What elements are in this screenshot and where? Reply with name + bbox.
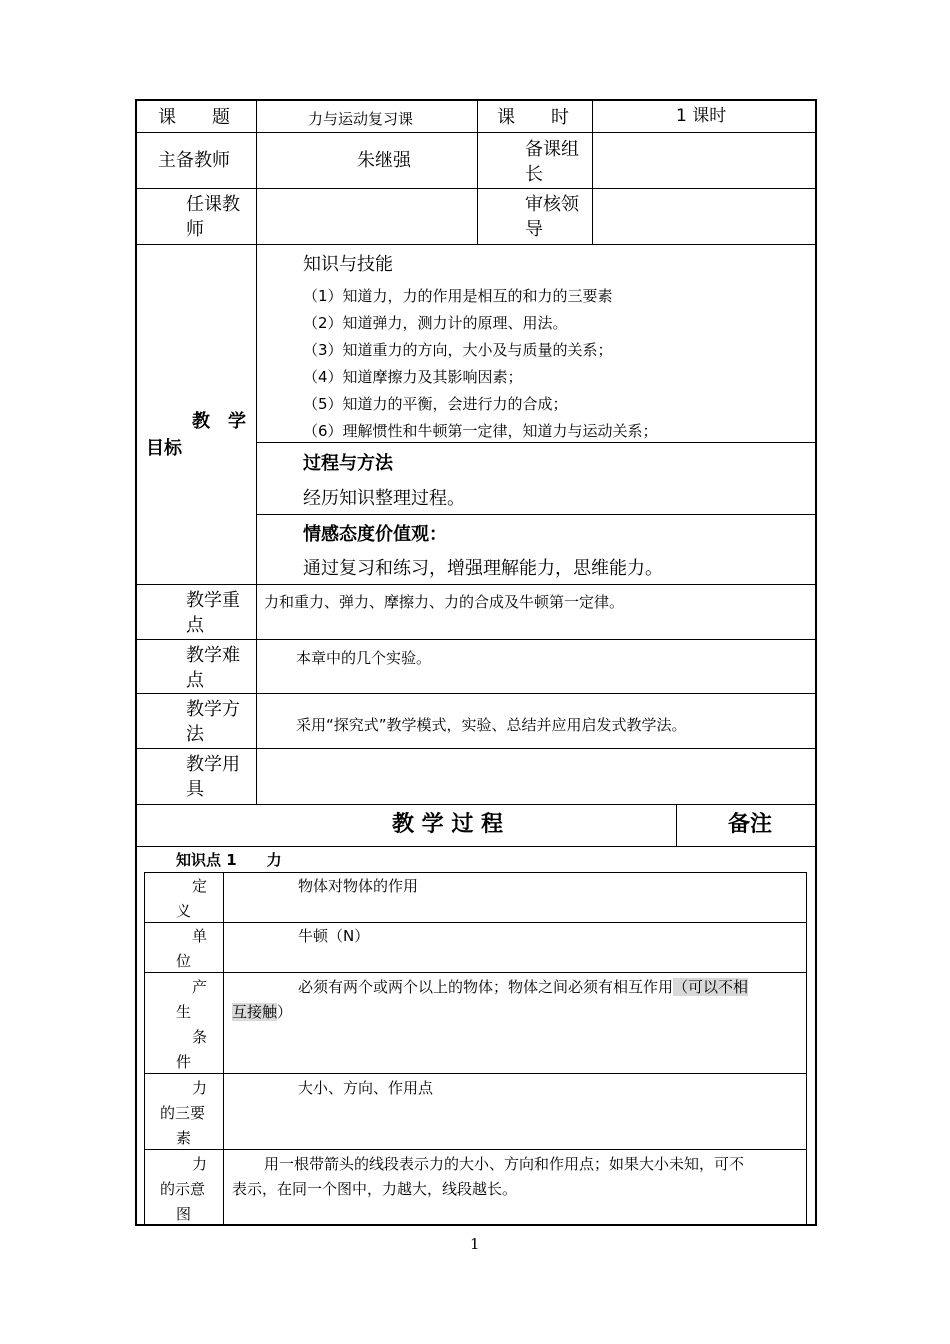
diagram-label: 图: [176, 1205, 192, 1223]
divider: [676, 804, 677, 846]
condition-text: [298, 974, 748, 1001]
page-number: 1: [470, 1235, 480, 1253]
border: [135, 99, 137, 1226]
tools-label: 具: [186, 779, 204, 800]
process-method-text: 经历知识整理过程。: [303, 488, 465, 509]
teacher-label: 师: [186, 219, 204, 240]
border: [144, 872, 145, 1224]
knowledge-item: （1）知道力，力的作用是相互的和力的三要素: [303, 287, 613, 305]
period-value: 1 课时: [676, 106, 727, 126]
key-point-text: 力和重力、弹力、摩擦力、力的合成及牛顿第一定律。: [264, 593, 625, 611]
reviewer-label: 导: [525, 219, 543, 240]
divider: [256, 514, 817, 515]
knowledge-item: （4）知道摩擦力及其影响因素；: [303, 368, 523, 386]
diagram-label: 力: [192, 1155, 208, 1173]
divider: [135, 244, 817, 245]
divider: [135, 748, 817, 749]
definition-text: 物体对物体的作用: [298, 877, 419, 895]
condition-label: 产: [192, 978, 208, 996]
divider: [135, 693, 817, 694]
group-leader-label: 备课组: [525, 139, 579, 160]
knowledge-point-heading: 知识点 1 力: [176, 851, 282, 869]
unit-label: 单: [192, 927, 208, 945]
divider: [135, 639, 817, 640]
topic-value: 力与运动复习课: [308, 110, 414, 128]
knowledge-item: （5）知道力的平衡，会进行力的合成；: [303, 395, 568, 413]
condition-text-end: ）: [277, 1003, 293, 1021]
condition-text: [232, 999, 292, 1026]
divider: [256, 99, 257, 804]
objectives-label: 教 学: [192, 411, 246, 432]
difficulty-label: 点: [186, 670, 204, 691]
divider: [135, 188, 817, 189]
key-point-label: 教学重: [186, 590, 240, 611]
knowledge-title: 知识与技能: [303, 254, 393, 275]
method-label: 教学方: [186, 699, 240, 720]
diagram-text: 表示，在同一个图中，力越大，线段越长。: [232, 1180, 518, 1198]
divider: [477, 99, 478, 244]
remarks-title: 备注: [728, 812, 773, 837]
method-label: 法: [186, 724, 204, 745]
attitude-title: 情感态度价值观：: [303, 524, 447, 545]
condition-text-main: 必须有两个或两个以上的物体；物体之间必须有相互作用: [298, 978, 674, 996]
divider: [135, 804, 817, 805]
border: [806, 872, 807, 1224]
knowledge-item: （3）知道重力的方向，大小及与质量的关系；: [303, 341, 613, 359]
elements-label: 的三要: [160, 1104, 206, 1122]
condition-label: 条: [192, 1028, 208, 1046]
divider: [592, 99, 593, 244]
divider: [135, 584, 817, 585]
method-text: 采用“探究式”教学模式，实验、总结并应用启发式教学法。: [296, 716, 687, 734]
condition-text-highlight: （可以不相: [673, 978, 749, 996]
unit-text: 牛顿（N）: [298, 927, 370, 945]
diagram-text: 用一根带箭头的线段表示力的大小、方向和作用点；如果大小未知，可不: [264, 1155, 745, 1173]
elements-label: 力: [192, 1079, 208, 1097]
divider: [144, 922, 807, 923]
topic-label: 课 题: [158, 107, 230, 128]
key-point-label: 点: [186, 615, 204, 636]
period-label: 课 时: [497, 107, 569, 128]
elements-text: 大小、方向、作用点: [298, 1079, 434, 1097]
reviewer-label: 审核领: [525, 194, 579, 215]
lead-teacher-value: 朱继强: [357, 150, 411, 171]
objectives-label: 目标: [146, 438, 182, 459]
divider: [144, 1149, 807, 1150]
condition-text-highlight: 互接触: [232, 1003, 278, 1021]
divider: [135, 132, 817, 133]
definition-label: 定: [192, 877, 208, 895]
difficulty-label: 教学难: [186, 645, 240, 666]
border: [144, 872, 807, 873]
diagram-label: 的示意: [160, 1180, 206, 1198]
attitude-text: 通过复习和练习，增强理解能力，思维能力。: [303, 558, 663, 579]
knowledge-item: （2）知道弹力，测力计的原理、用法。: [303, 314, 568, 332]
border: [223, 872, 224, 1224]
border: [135, 1224, 817, 1226]
divider: [144, 972, 807, 973]
condition-label: 件: [176, 1053, 192, 1071]
unit-label: 位: [176, 952, 192, 970]
knowledge-item: （6）理解惯性和牛顿第一定律，知道力与运动关系；: [303, 422, 658, 440]
condition-label: 生: [176, 1003, 192, 1021]
difficulty-text: 本章中的几个实验。: [296, 649, 432, 667]
process-title: 教 学 过 程: [392, 812, 503, 837]
group-leader-label: 长: [525, 164, 543, 185]
border: [135, 99, 817, 101]
definition-label: 义: [176, 902, 192, 920]
border: [815, 99, 817, 1226]
lead-teacher-label: 主备教师: [158, 150, 230, 171]
tools-label: 教学用: [186, 754, 240, 775]
process-method-title: 过程与方法: [303, 453, 393, 474]
elements-label: 素: [176, 1129, 192, 1147]
teacher-label: 任课教: [186, 194, 240, 215]
divider: [144, 1073, 807, 1074]
